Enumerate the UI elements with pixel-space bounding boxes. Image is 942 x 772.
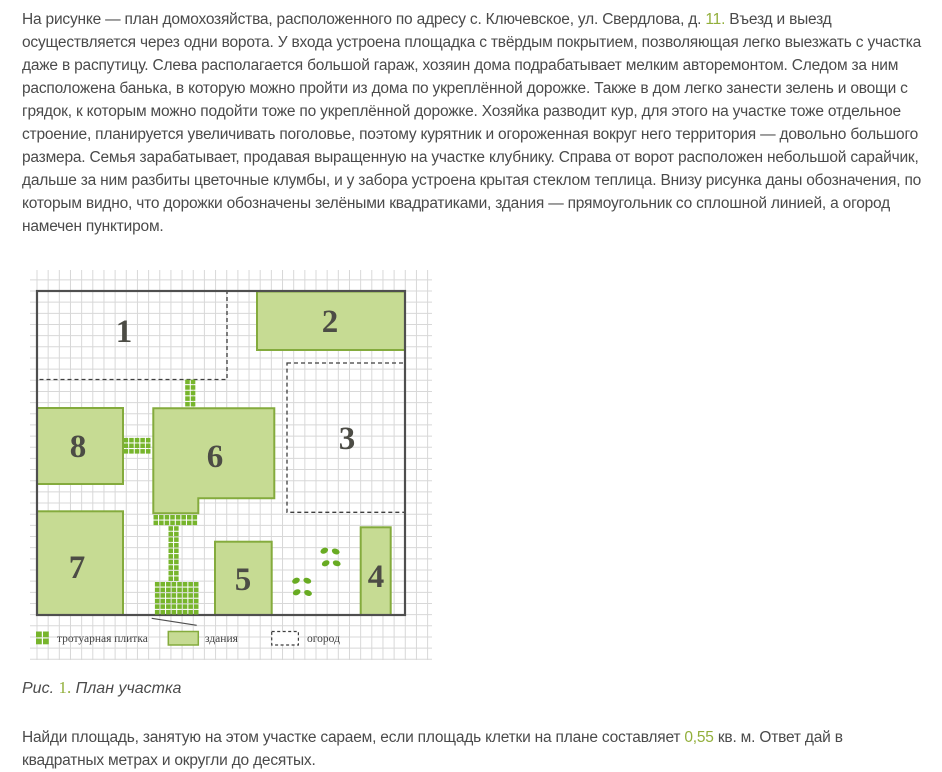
- plan-label-3: 3: [338, 421, 356, 457]
- plan-label-7: 7: [68, 550, 86, 586]
- legend-label-garden: огород: [307, 633, 340, 645]
- question-text-2: кв. м. Ответ дай в квадратных метрах и округли до десятых.: [22, 729, 843, 769]
- legend-label-tiles: тротуарная плитка: [57, 633, 148, 645]
- plot-plan-figure: [30, 270, 432, 660]
- plan-label-8: 8: [69, 429, 87, 465]
- legend-garden-icon: [272, 632, 299, 646]
- plan-gate-line: [152, 618, 197, 625]
- task-description: [22, 8, 924, 238]
- caption-number-accent: 1.: [58, 678, 72, 697]
- legend-tiles-icon: [36, 632, 49, 645]
- legend-label-building: здания: [205, 633, 238, 645]
- house-number-accent: 11.: [705, 11, 726, 28]
- plan-legend: [36, 632, 340, 646]
- caption-title: План участка: [75, 680, 182, 697]
- plan-label-4: 4: [367, 559, 385, 595]
- figure-caption: [22, 678, 181, 698]
- plan-label-2: 2: [321, 304, 339, 340]
- plot-plan-svg: [30, 270, 432, 660]
- task-description-text-2: Въезд и выезд осуществляется через одни ворота. У входа устроена площадка с твёрдым покрытием, позволяющая легко выезжать с участка даже в распутицу. Слева располагается большой гараж, хозяин дома подрабатывает мелким авторемонтом. Следом за ним расположена банька, в которую можно пройти из дома по укреплённой дорожке. Также в дом легко занести зелень и овощи с грядок, к которым можно подойти тоже по укреплённой дорожке. Хозяйка разводит кур, для этого на участке тоже отдельное строение, планируется увеличивать поголовье, поэтому курятник и огороженная вокруг него территория — довольно большого размера. Семья зарабатывает, продавая выращенную на участке клубнику. Справа от ворот расположен небольшой сарайчик, дальше за ним разбиты цветочные клумбы, и у забора устроена крытая стеклом теплица. Внизу рисунка даны обозначения, по которым видно, что дорожки обозначены зелёными квадратиками, здания — прямоугольник со сплошной линией, а огород намечен пунктиром.: [22, 11, 922, 235]
- plan-label-5: 5: [234, 562, 252, 598]
- question-text: [22, 726, 924, 772]
- plan-label-6: 6: [206, 439, 224, 475]
- question-text-1: Найди площадь, занятую на этом участке сараем, если площадь клетки на плане составляет: [22, 729, 685, 746]
- task-description-text-1: На рисунке — план домохозяйства, расположенного по адресу с. Ключевское, ул. Свердлова, д.: [22, 11, 706, 28]
- legend-building-icon: [168, 632, 198, 646]
- plan-label-1: 1: [115, 314, 133, 350]
- cell-area-accent: 0,55: [684, 729, 714, 746]
- caption-prefix: Рис.: [22, 680, 55, 697]
